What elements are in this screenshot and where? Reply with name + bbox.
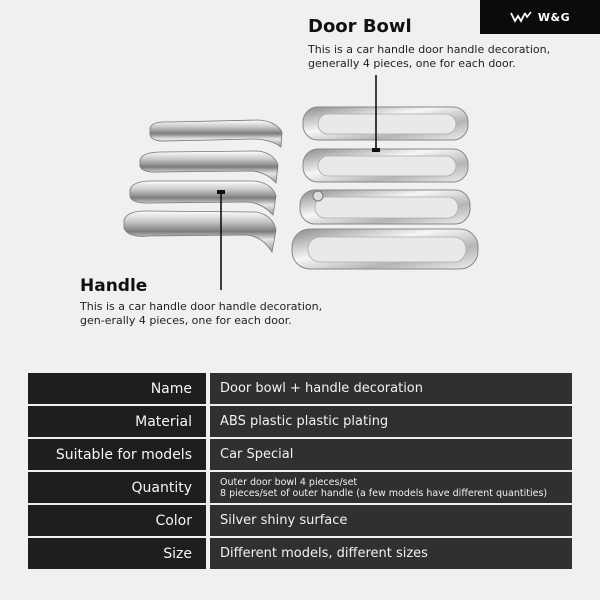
- spec-key: Size: [28, 538, 210, 569]
- spec-value-line: 8 pieces/set of outer handle (a few models have different quantities): [220, 487, 548, 499]
- spec-table: [28, 373, 572, 569]
- handle-cover: [124, 211, 276, 252]
- spec-value: Different models, different sizes: [210, 538, 572, 569]
- spec-value: Door bowl + handle decoration: [210, 373, 572, 406]
- spec-key: Material: [28, 406, 210, 439]
- spec-value: Silver shiny surface: [210, 505, 572, 538]
- spec-row: [28, 505, 572, 538]
- door-bowls: [292, 107, 478, 269]
- door-bowl-description: This is a car handle door handle decoration, generally 4 pieces, one for each door.: [308, 43, 551, 70]
- spec-value: Car Special: [210, 439, 572, 472]
- handle-description: This is a car handle door handle decoration, gen-erally 4 pieces, one for each door.: [80, 300, 323, 327]
- handle-cover: [130, 181, 276, 215]
- spec-row: [28, 406, 572, 439]
- handle-cover: [140, 151, 278, 183]
- handle-covers: [124, 120, 282, 252]
- spec-key: Color: [28, 505, 210, 538]
- brand-name: W&G: [537, 10, 571, 24]
- spec-value-line: Outer door bowl 4 pieces/set: [220, 476, 358, 488]
- spec-key: Suitable for models: [28, 439, 210, 472]
- spec-row: [28, 439, 572, 472]
- handle-cover: [150, 120, 282, 147]
- spec-value: ABS plastic plastic plating: [210, 406, 572, 439]
- spec-row: [28, 538, 572, 569]
- spec-row: [28, 472, 572, 505]
- handle-title: Handle: [80, 276, 148, 296]
- spec-row: [28, 373, 572, 406]
- spec-value: [210, 472, 572, 505]
- spec-key: Name: [28, 373, 210, 406]
- door-bowl-title: Door Bowl: [308, 16, 412, 37]
- spec-key: Quantity: [28, 472, 210, 505]
